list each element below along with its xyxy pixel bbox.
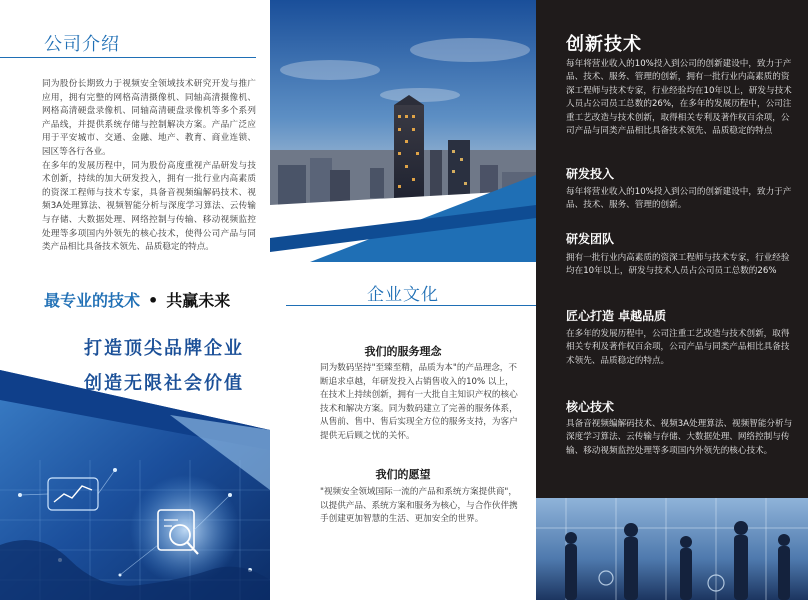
section-text-core-tech: 具备音视频编解码技术、视频3A处理算法、视频智能分析与深度学习算法、云传输与存储、大数据处理、网络控制与传输、移动视频监控处理等多项国内外领先的核心技术。	[566, 419, 793, 456]
wish-heading: 我们的愿望	[375, 468, 431, 481]
corporate-culture-title: 企业文化	[367, 285, 439, 305]
business-team-photo	[536, 498, 808, 600]
section-text-craftsmanship: 在多年的发展历程中，公司注重工艺改造与技术创新，取得相关专利及著作权百余项，公司产品与同类产品相比具备技术领先、品质稳定的特点。	[566, 329, 790, 366]
intro-paragraph-1: 同为股份长期致力于视频安全领域技术研究开发与推广应用，拥有完整的网格高清摄像机、同轴高清摄像机、网格高清硬盘录像机、同轴高清硬盘录像机等多个系列产品线，并提供系统存储与控制解决方案。产品广泛应用于平安城市、交通、金融、地产、教育、商业连锁、园区等各行各业。	[42, 79, 256, 157]
innovation-panel	[536, 0, 808, 600]
tagline-line-2: 创造无限社会价值	[84, 373, 244, 394]
service-text: 同为数码坚持"至臻至精，品质为本"的产品理念，不断追求卓越，年研发投入占销售收入的10% 以上，在技术上持续创新，拥有一大批自主知识产权的核心技术和解决方案。同为数码建立了完善的服务体系，从售前、售中、售后实现全方位的服务支持，为客户提供无后顾之忧的关怀。	[320, 363, 518, 441]
section-heading-core-tech: 核心技术	[566, 400, 615, 414]
intro-paragraph-2: 在多年的发展历程中，同为股份高度重视产品研发与技术创新，持续的加大研发投入，拥有一批行业内高素质的资深工程师与技术专家，具备音视频编解码技术、视频3A处理算法、视频智能分析与深度学习算法、云传输与存储、大数据处理、网络控制与传输、移动视频监控处理等多项国内外领先的核心技术，使得公司产品与同类产品相比具备技术领先、品质稳定的特点。	[42, 160, 256, 253]
corporate-culture-panel	[270, 0, 536, 600]
service-heading: 我们的服务理念	[364, 345, 442, 358]
company-intro-panel	[0, 0, 270, 600]
section-heading-rd-investment: 研发投入	[566, 167, 615, 181]
title-divider	[286, 305, 536, 306]
slogan-separator: •	[148, 291, 159, 310]
tech-network-graphic	[0, 370, 270, 600]
wish-text: "视频安全领域国际一流的产品和系统方案提供商"，以提供产品、系统方案和服务为核心，与合作伙伴携手创建更加智慧的生活、更加安全的世界。	[320, 487, 518, 525]
section-text-rd-investment: 每年将营业收入的10%投入到公司的创新建设中，致力于产品、技术、服务、管理的创新。	[566, 187, 792, 211]
tagline-line-1: 打造顶尖品牌企业	[84, 338, 244, 359]
slogan	[44, 288, 230, 311]
innovation-title: 创新技术	[566, 34, 642, 55]
title-divider	[0, 57, 256, 58]
section-text-rd-team: 拥有一批行业内高素质的资深工程师与技术专家，行业经验均在10年以上，研发与技术人员占公司员工总数的26%	[566, 253, 790, 277]
innovation-intro: 每年将营业收入的10%投入到公司的创新建设中，致力于产品、技术、服务、管理的创新，拥有一批行业内高素质的资深工程师与技术专家，行业经验均在10年以上，研发与技术人员占公司员工总数的26%，在多年的发展历程中，公司注重工艺改造与技术创新，取得相关专利及著作权百余项，公司产品与同类产品相比具备技术领先、品质稳定的特点	[566, 59, 792, 137]
section-heading-rd-team: 研发团队	[566, 232, 615, 246]
company-intro-title: 公司介绍	[44, 34, 120, 55]
company-intro-body	[42, 78, 256, 255]
section-heading-craftsmanship: 匠心打造 卓越品质	[566, 309, 667, 323]
slogan-right: 共赢未来	[166, 291, 231, 310]
slogan-left: 最专业的技术	[44, 291, 141, 310]
city-skyline-photo	[270, 0, 536, 262]
